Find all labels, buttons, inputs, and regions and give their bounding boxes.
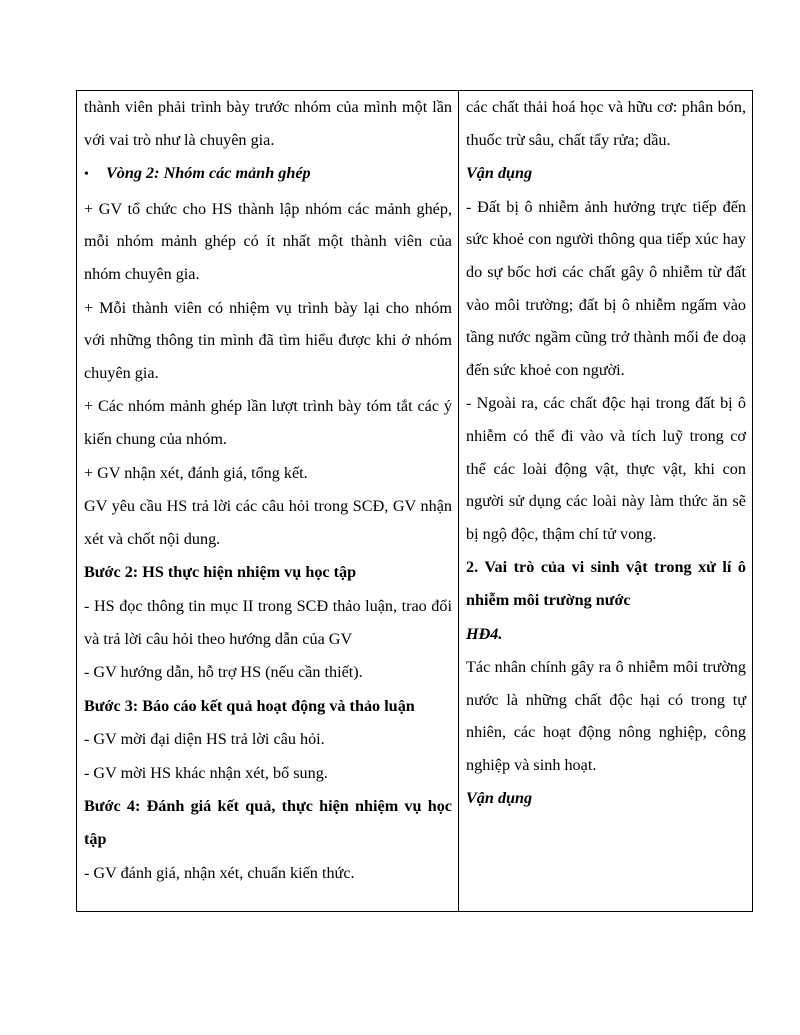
round-2-heading: Vòng 2: Nhóm các mảnh ghép [106,164,311,183]
content-table [76,90,753,912]
right-column [459,91,752,911]
paragraph: + Các nhóm mảnh ghép lần lượt trình bày tóm tắt các ý kiến chung của nhóm. [84,397,452,448]
paragraph-continuation: thành viên phải trình bày trước nhóm của mình một lần với vai trò như là chuyên gia. [84,98,452,149]
paragraph: + GV tổ chức cho HS thành lập nhóm các mảnh ghép, mỗi nhóm mảnh ghép có ít nhất một thành viên của nhóm chuyên gia. [84,199,452,283]
bullet-item [84,157,452,192]
paragraph-continuation: các chất thải hoá học và hữu cơ: phân bón, thuốc trừ sâu, chất tẩy rửa; dầu. [466,98,746,149]
activity-4-heading: HĐ4. [466,624,503,643]
section-2-heading: 2. Vai trò của vi sinh vật trong xử lí ô nhiễm môi trường nước [466,558,746,609]
paragraph: GV yêu cầu HS trả lời các câu hỏi trong SCĐ, GV nhận xét và chốt nội dung. [84,497,452,548]
paragraph: - GV đánh giá, nhận xét, chuẩn kiến thức. [84,863,355,882]
paragraph: - HS đọc thông tin mục II trong SCĐ thảo luận, trao đổi và trả lời câu hỏi theo hướng dẫn của GV [84,596,452,648]
paragraph: + Mỗi thành viên có nhiệm vụ trình bày lại cho nhóm với những thông tin mình đã tìm hiểu được khi ở nhóm chuyên gia. [84,298,452,382]
step-2-heading: Bước 2: HS thực hiện nhiệm vụ học tập [84,563,357,582]
paragraph: + GV nhận xét, đánh giá, tổng kết. [84,463,308,482]
step-3-heading: Bước 3: Báo cáo kết quả hoạt động và thảo luận [84,696,415,715]
paragraph: Tác nhân chính gây ra ô nhiễm môi trường nước là những chất độc hại có trong tự nhiên, các hoạt động nông nghiệp, công nghiệp và sinh hoạt. [466,658,746,774]
paragraph: - GV hướng dẫn, hỗ trợ HS (nếu cần thiết). [84,663,363,682]
paragraph: - GV mời HS khác nhận xét, bổ sung. [84,763,328,782]
paragraph: - Đất bị ô nhiễm ảnh hưởng trực tiếp đến sức khoẻ con người thông qua tiếp xúc hay do sự bốc hơi các chất gây ô nhiễm từ đất vào môi trường; đất bị ô nhiễm ngấm vào tầng nước ngầm cũng trở thành mối đe doạ đến sức khoẻ con người. [466,197,746,379]
step-4-heading: Bước 4: Đánh giá kết quả, thực hiện nhiệm vụ học tập [84,797,452,849]
apply-heading: Vận dụng [466,164,533,183]
left-column [77,91,459,911]
paragraph: - Ngoài ra, các chất độc hại trong đất bị ô nhiễm có thể đi vào và tích luỹ trong cơ thể các loài động vật, thực vật, khi con người sử dụng các loài này làm thức ăn sẽ bị ngộ độc, thậm chí tử vong. [466,394,746,543]
bullet-icon: • [84,167,89,183]
paragraph: - GV mời đại diện HS trả lời câu hỏi. [84,730,325,749]
apply-heading: Vận dụng [466,789,533,808]
